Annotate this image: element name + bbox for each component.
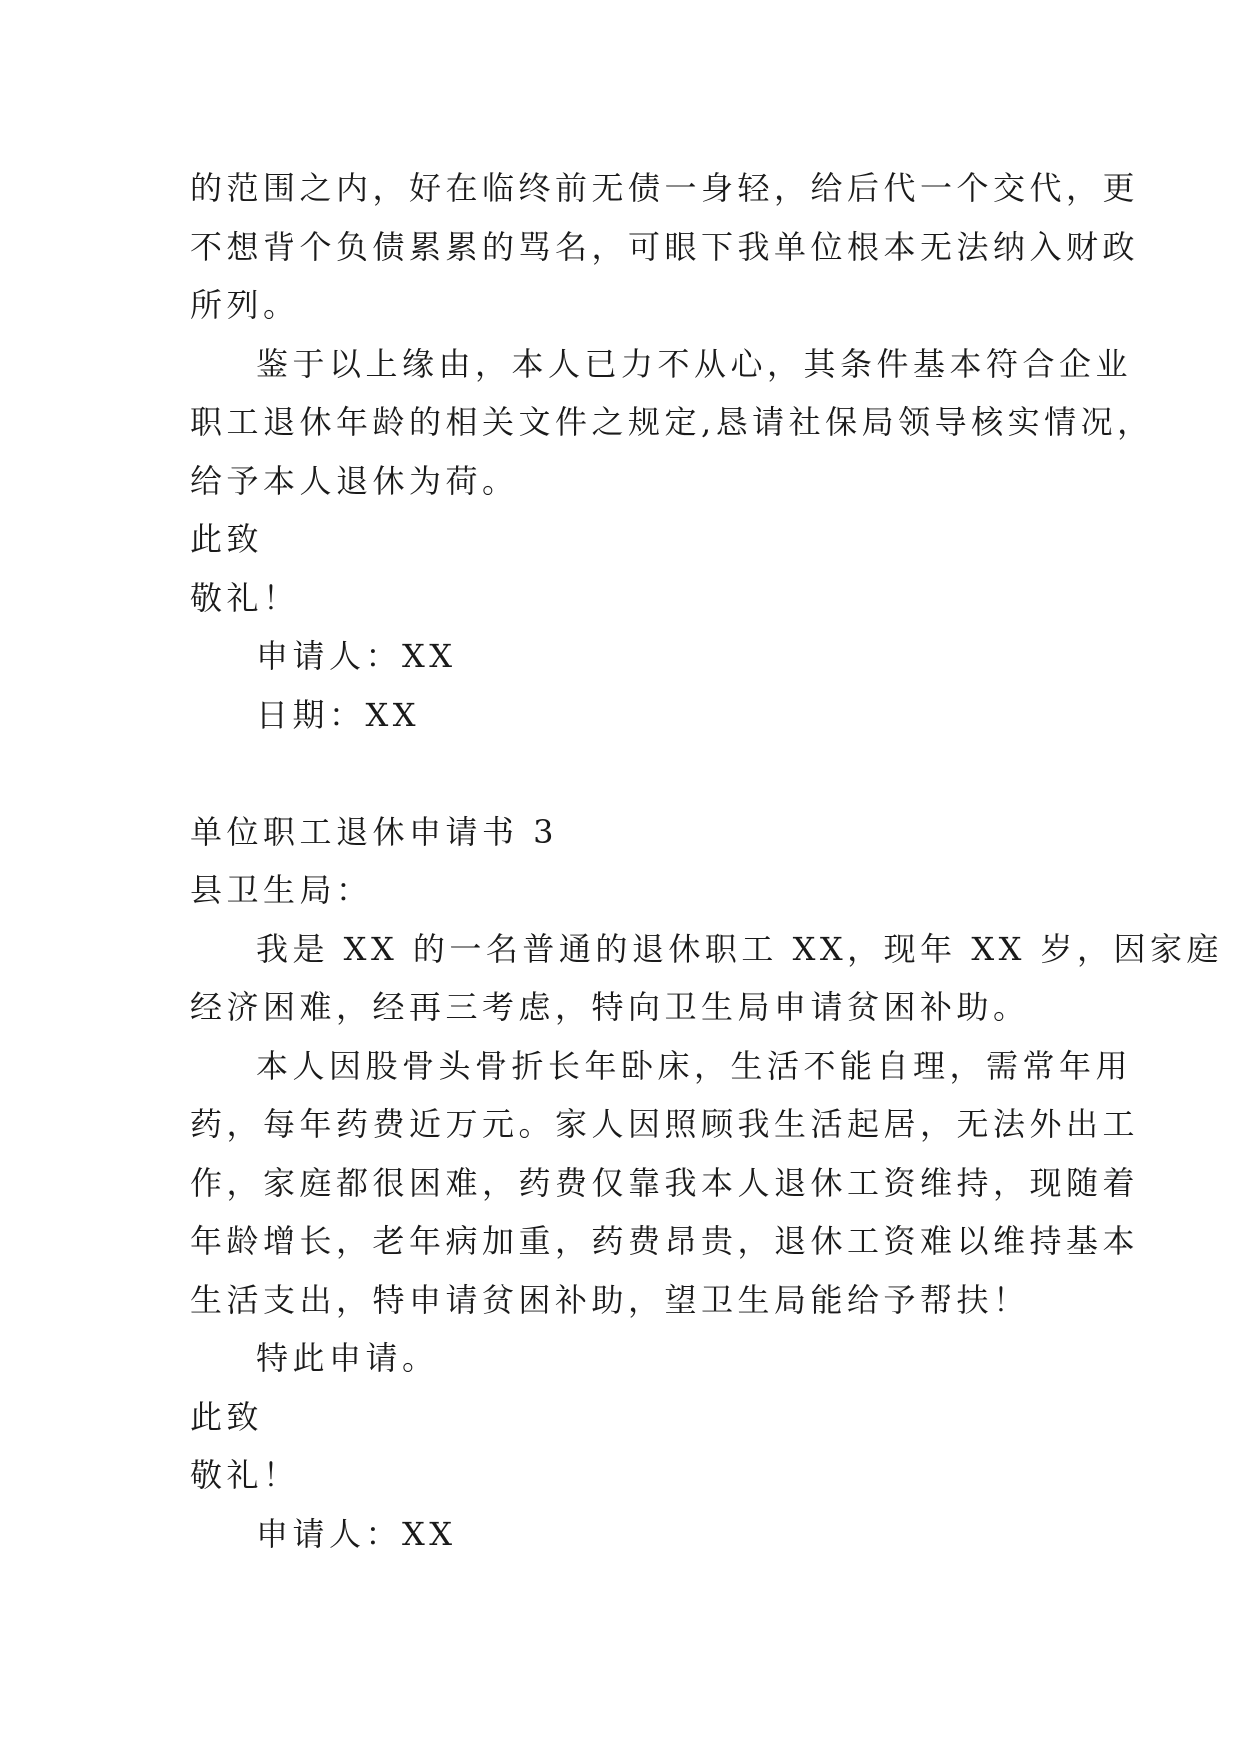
paragraph-line: 不想背个负债累累的骂名，可眼下我单位根本无法纳入财政 bbox=[190, 228, 1140, 266]
closing-regards: 敬礼！ bbox=[190, 579, 300, 617]
paragraph-line: 职工退休年龄的相关文件之规定,恳请社保局领导核实情况， bbox=[190, 403, 1154, 441]
paragraph-line: 给予本人退休为荷。 bbox=[190, 462, 519, 500]
date-line: 日期：XX bbox=[256, 696, 421, 734]
paragraph-line: 鉴于以上缘由，本人已力不从心，其条件基本符合企业 bbox=[256, 345, 1133, 383]
paragraph-line: 我是 XX 的一名普通的退休职工 XX，现年 XX 岁，因家庭 bbox=[256, 930, 1224, 968]
applicant-signature: 申请人：XX bbox=[256, 1515, 457, 1553]
paragraph-line: 所列。 bbox=[190, 286, 300, 324]
closing-salutation: 此致 bbox=[190, 1398, 264, 1436]
paragraph-line: 特此申请。 bbox=[256, 1339, 439, 1377]
closing-salutation: 此致 bbox=[190, 520, 264, 558]
paragraph-line: 经济困难，经再三考虑，特向卫生局申请贫困补助。 bbox=[190, 988, 1030, 1026]
applicant-signature: 申请人：XX bbox=[256, 637, 457, 675]
paragraph-line: 药，每年药费近万元。家人因照顾我生活起居，无法外出工 bbox=[190, 1105, 1140, 1143]
paragraph-line: 本人因股骨头骨折长年卧床，生活不能自理，需常年用 bbox=[256, 1047, 1133, 1085]
closing-regards: 敬礼！ bbox=[190, 1456, 300, 1494]
paragraph-line: 作，家庭都很困难，药费仅靠我本人退休工资维持，现随着 bbox=[190, 1164, 1140, 1202]
paragraph-line: 的范围之内，好在临终前无债一身轻，给后代一个交代，更 bbox=[190, 169, 1140, 207]
recipient-line: 县卫生局： bbox=[190, 871, 373, 909]
paragraph-line: 年龄增长，老年病加重，药费昂贵，退休工资难以维持基本 bbox=[190, 1222, 1140, 1260]
paragraph-line: 生活支出，特申请贫困补助，望卫生局能给予帮扶！ bbox=[190, 1281, 1030, 1319]
section-title: 单位职工退休申请书 3 bbox=[190, 813, 559, 851]
